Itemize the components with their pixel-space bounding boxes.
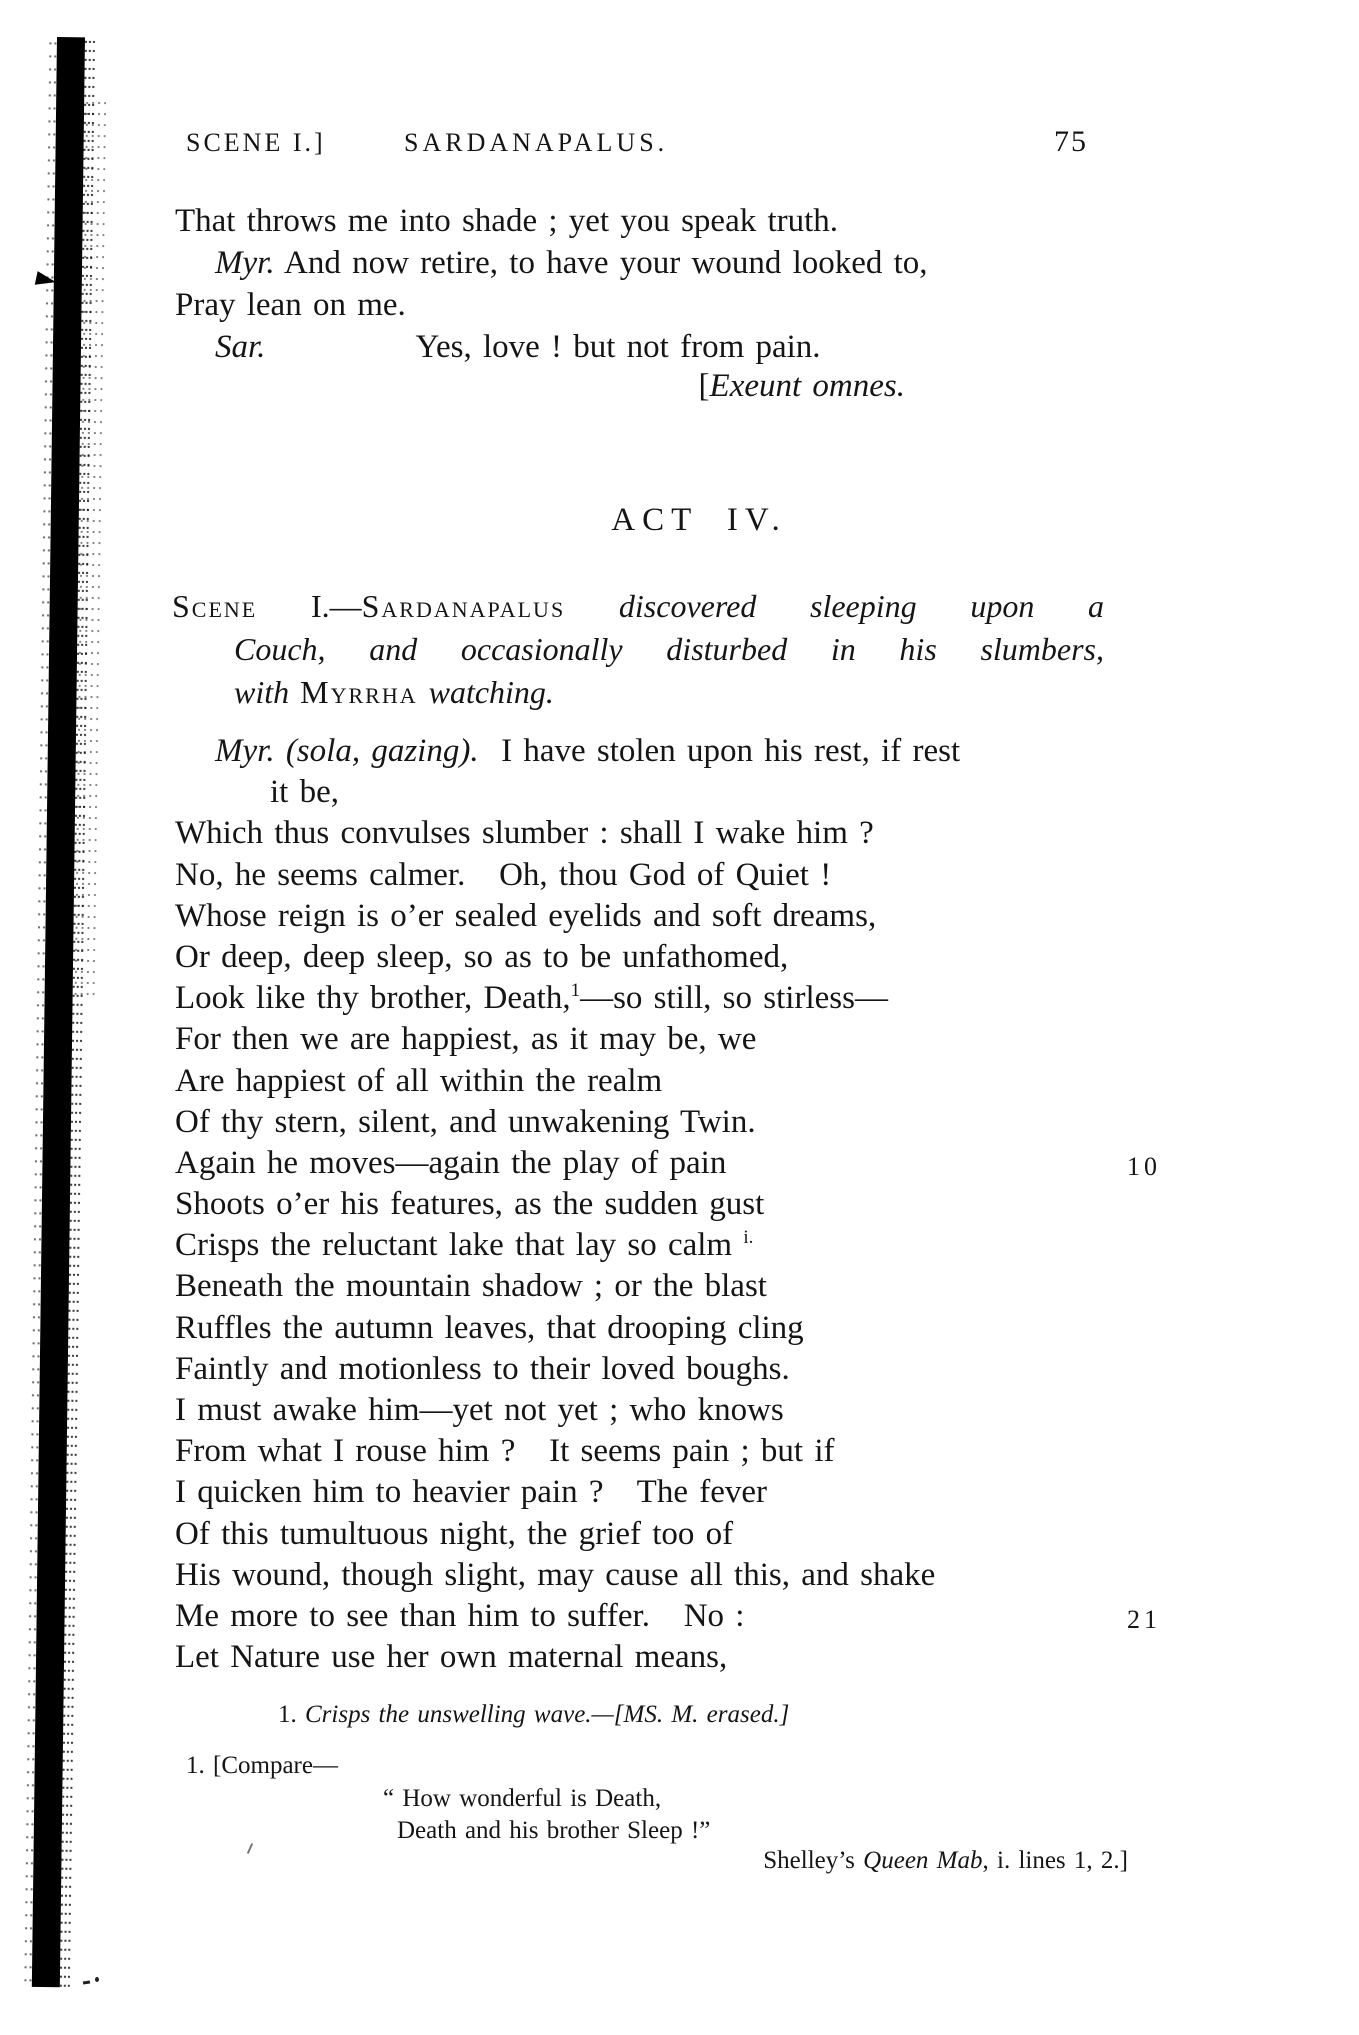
text-segment: I must awake him—yet not yet ; who knows <box>175 1392 784 1428</box>
text-line <box>383 1845 1128 1877</box>
text-line <box>175 1143 1165 1184</box>
text-segment: His wound, though slight, may cause all this, and shake <box>175 1556 936 1593</box>
footnote-attribution <box>383 1845 1128 1877</box>
text-line <box>175 813 1165 854</box>
text-segment: Look like thy brother, Death, <box>175 980 571 1017</box>
text-line <box>383 1783 1143 1815</box>
text-segment: Shoots o’er his features, as the sudden gust <box>175 1186 765 1223</box>
text-segment: Sar. <box>215 329 266 365</box>
text-line <box>175 1184 1165 1225</box>
text-segment: 1. [Compare— <box>186 1752 338 1779</box>
text-line <box>175 896 1165 937</box>
scan-speck <box>247 1843 253 1854</box>
text-line <box>175 284 1165 326</box>
text-segment: From what I rouse him ? It seems pain ; but if <box>175 1433 835 1470</box>
text-segment: Death and his brother Sleep !” <box>397 1817 711 1844</box>
header-scene-label: SCENE I.] <box>186 128 326 157</box>
text-segment: Faintly and motionless to their loved boughs. <box>175 1350 790 1387</box>
verse-line-number: 10 <box>1127 1151 1161 1181</box>
text-line <box>175 1514 1165 1555</box>
scene-description <box>172 585 1104 714</box>
text-segment: Myrrha <box>300 674 418 710</box>
text-segment: i. <box>743 1227 754 1249</box>
text-segment: Whose reign is o’er sealed eyelids and soft dreams, <box>175 897 877 934</box>
text-segment: Which thus convulses slumber : shall I wake him ? <box>175 815 874 852</box>
text-line <box>175 326 1165 368</box>
footnote-compare <box>186 1750 1136 1782</box>
prelude-verse <box>175 200 1165 368</box>
text-segment: it be, <box>270 774 339 811</box>
text-line <box>175 365 1105 407</box>
text-segment: 1 <box>570 980 581 1002</box>
text-segment: Pray lean on me. <box>175 287 406 323</box>
text-segment: Crisps the reluctant lake that lay so calm <box>175 1227 744 1264</box>
text-segment: Beneath the mountain shadow ; or the blast <box>175 1268 767 1305</box>
text-segment: Sardanapalus <box>361 588 566 624</box>
text-line <box>175 1308 1165 1349</box>
margin-arrow-mark <box>35 271 57 289</box>
text-line <box>175 1266 1165 1307</box>
text-segment: Shelley’s <box>763 1847 864 1874</box>
text-line <box>172 585 1104 628</box>
text-line <box>175 1061 1165 1102</box>
text-line <box>175 1431 1165 1472</box>
act-heading: ACT IV. <box>611 502 787 538</box>
myrrha-speech <box>175 731 1165 1678</box>
text-line <box>175 1596 1165 1637</box>
text-line <box>175 200 1165 242</box>
text-segment: Me more to see than him to suffer. No : <box>175 1597 745 1634</box>
text-segment: with <box>234 674 301 710</box>
text-line <box>278 1698 1178 1732</box>
text-line <box>175 772 1165 813</box>
text-line <box>175 937 1165 978</box>
text-segment: That throws me into shade ; yet you speak truth. <box>175 203 839 239</box>
text-segment: Scene <box>172 588 258 624</box>
exeunt-direction <box>175 365 1105 407</box>
text-segment: No, he seems calmer. Oh, thou God of Quiet ! <box>175 856 832 893</box>
text-segment: Let Nature use her own maternal means, <box>175 1639 728 1676</box>
text-line <box>175 978 1165 1019</box>
text-segment: Of thy stern, silent, and unwakening Twin. <box>175 1103 756 1140</box>
text-segment: Myr. <box>215 245 275 281</box>
text-segment: Again he moves—again the play of pain <box>175 1144 727 1181</box>
text-segment: I quicken him to heavier pain ? The fever <box>175 1474 767 1511</box>
text-line <box>175 1102 1165 1143</box>
text-segment: Or deep, deep sleep, so as to be unfathomed, <box>175 938 789 975</box>
text-line <box>186 1750 1136 1782</box>
text-segment: Myr. (sola, gazing). <box>215 733 479 769</box>
text-segment: [ <box>698 368 710 404</box>
text-line <box>383 1815 1143 1847</box>
scan-speck <box>83 1981 90 1985</box>
text-segment: I have stolen upon his rest, if rest <box>478 733 961 769</box>
text-segment: Ruffles the autumn leaves, that drooping cling <box>175 1309 804 1346</box>
text-line <box>175 1019 1165 1060</box>
text-line <box>175 242 1165 284</box>
text-line <box>175 1555 1165 1596</box>
text-segment: discovered sleeping upon a <box>618 588 1105 624</box>
text-segment: Are happiest of all within the realm <box>175 1062 663 1099</box>
text-line <box>175 731 1165 772</box>
footnote-variant <box>278 1698 1178 1732</box>
text-line <box>172 671 1104 714</box>
verse-line-number: 21 <box>1127 1604 1161 1634</box>
binding-shadow <box>32 37 85 1987</box>
text-segment: 1. <box>278 1701 305 1728</box>
text-segment: I.— <box>257 588 362 624</box>
text-segment: , i. lines 1, 2.] <box>982 1847 1128 1874</box>
scan-noise <box>73 97 107 997</box>
scan-speck <box>95 1977 99 1982</box>
text-segment: And now retire, to have your wound looked to, <box>274 245 928 281</box>
text-segment: watching. <box>417 674 554 710</box>
text-line <box>175 1472 1165 1513</box>
footnote-quote <box>383 1783 1143 1847</box>
text-segment <box>565 588 619 624</box>
text-segment: Yes, love ! but not from pain. <box>415 329 821 365</box>
text-segment: Couch, and occasionally disturbed in his slumbers, <box>234 631 1104 667</box>
text-segment: Exeunt omnes. <box>709 368 905 404</box>
text-line <box>172 628 1104 671</box>
text-segment: For then we are happiest, as it may be, we <box>175 1021 757 1058</box>
text-segment: —so still, so stirless— <box>580 980 888 1017</box>
text-line <box>175 1390 1165 1431</box>
text-line <box>175 1349 1165 1390</box>
text-line <box>175 855 1165 896</box>
text-segment: “ How wonderful is Death, <box>383 1785 662 1812</box>
text-segment: Queen Mab <box>863 1847 983 1874</box>
text-line <box>175 1225 1165 1266</box>
header-title: SARDANAPALUS. <box>404 128 669 157</box>
text-line <box>175 1637 1165 1678</box>
text-segment: Crisps the unswelling wave.—[MS. M. erased.] <box>305 1701 790 1728</box>
text-segment: Of this tumultuous night, the grief too of <box>175 1515 734 1552</box>
header-page-number: 75 <box>1054 125 1088 158</box>
